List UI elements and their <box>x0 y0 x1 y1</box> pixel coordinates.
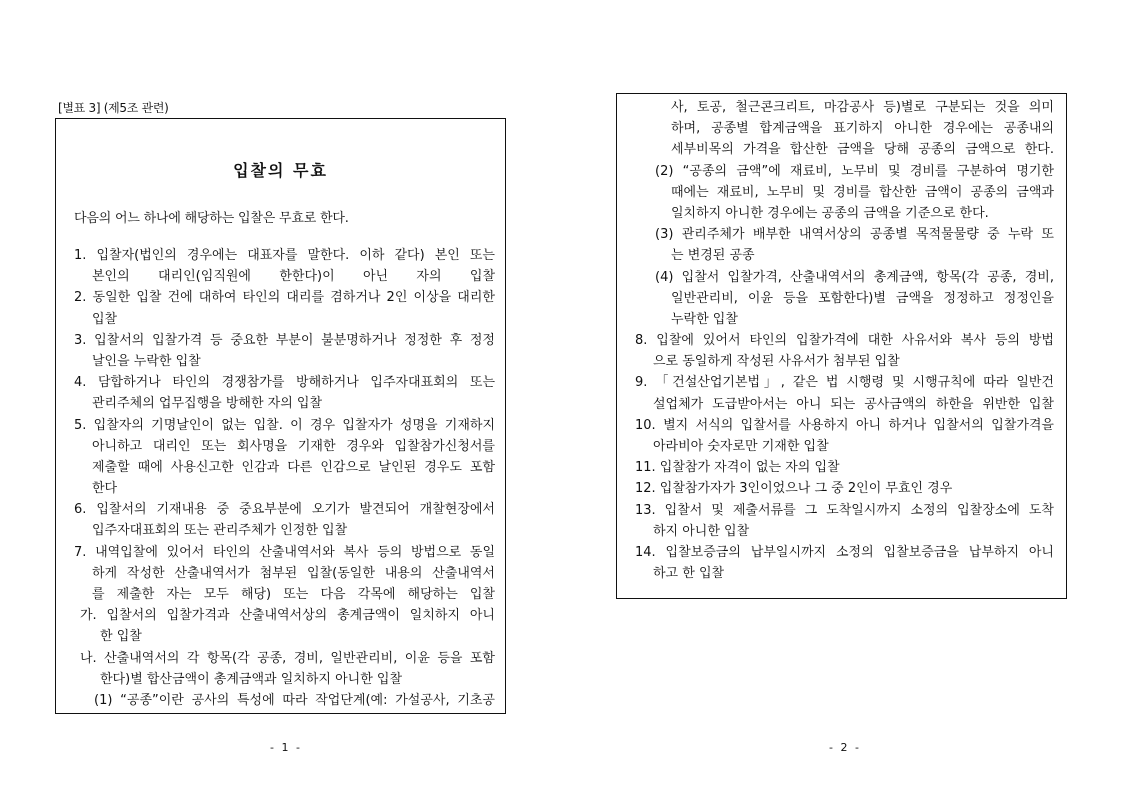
text-line <box>617 436 1066 457</box>
text-line-content: 를 제출한 자는 모두 해당) 또는 다음 각목에 해당하는 입찰 <box>92 587 495 602</box>
text-line <box>56 648 505 669</box>
text-line <box>56 457 505 478</box>
text-line <box>617 330 1066 351</box>
text-line <box>56 499 505 520</box>
page-number-2: - 2 - <box>829 741 861 754</box>
text-line <box>617 182 1066 203</box>
text-line <box>56 520 505 541</box>
text-line-content: 제출할 때에 사용신고한 인감과 다른 인감으로 날인된 경우도 포함 <box>92 459 495 475</box>
text-line <box>617 415 1066 436</box>
text-line-content: 으로 동일하게 작성된 사유서가 첨부된 입찰 <box>653 354 900 370</box>
text-line <box>56 415 505 436</box>
right-page-box <box>616 93 1067 599</box>
text-line <box>617 97 1066 118</box>
text-line <box>56 372 505 393</box>
text-line <box>617 500 1066 521</box>
text-line-content: (3) 관리주체가 배부한 내역서상의 공종별 목적물물량 중 누락 또 <box>655 227 1054 243</box>
text-line <box>617 521 1066 542</box>
text-line-content: 는 변경된 공종 <box>671 248 755 264</box>
text-line-content: 본인의 대리인(임직원에 한한다)이 아닌 자의 입찰 <box>92 269 495 285</box>
text-line-content: 한다 <box>92 481 118 497</box>
text-line-content: 6. 입찰서의 기재내용 중 중요부분에 오기가 발견되어 개찰현장에서 <box>74 502 495 518</box>
left-item-list <box>56 245 505 711</box>
text-line-content: 아라비아 숫자로만 기재한 입찰 <box>653 439 829 454</box>
text-line-content: 하지 아니한 입찰 <box>653 523 750 539</box>
text-line-content: 9. 「건설산업기본법」, 같은 법 시행령 및 시행규칙에 따라 일반건 <box>635 375 1054 391</box>
text-line-content: 5. 입찰자의 기명날인이 없는 입찰. 이 경우 입찰자가 성명을 기재하지 <box>74 417 495 433</box>
text-line <box>56 626 505 647</box>
table-caption: [별표 3] (제5조 관련) <box>58 101 169 115</box>
text-line <box>56 245 505 266</box>
document-title: 입찰의 무효 <box>233 161 328 180</box>
text-line-content: 입주자대표회의 또는 관리주체가 인정한 입찰 <box>92 523 348 539</box>
text-line-content: (1) “공종”이란 공사의 특성에 따라 작업단계(예: 가설공사, 기초공 <box>94 692 495 708</box>
text-line-content: 나. 산출내역서의 각 항목(각 공종, 경비, 일반관리비, 이윤 등을 포함 <box>80 650 495 666</box>
text-line-content: 때에는 재료비, 노무비 및 경비를 합산한 금액이 공종의 금액과 <box>671 184 1054 200</box>
text-line-content: 일치하지 아니한 경우에는 공종의 금액을 기준으로 한다. <box>671 205 989 221</box>
text-line <box>617 372 1066 393</box>
text-line-content: 설업체가 도급받아서는 아니 되는 공사금액의 하한을 위반한 입찰 <box>653 396 1054 412</box>
text-line-content: 일반관리비, 이윤 등을 포함한다)별 금액을 정정하고 정정인을 <box>671 290 1054 306</box>
text-line-content: 1. 입찰자(법인의 경우에는 대표자를 말한다. 이하 같다) 본인 또는 <box>74 248 495 263</box>
text-line-content: 가. 입찰서의 입찰가격과 산출내역서상의 총계금액이 일치하지 아니 <box>80 608 495 624</box>
text-line <box>56 669 505 690</box>
text-line-content: 한다)별 합산금액이 총계금액과 일치하지 아니한 입찰 <box>100 671 403 687</box>
text-line-content: 날인을 누락한 입찰 <box>92 353 201 369</box>
text-line <box>617 161 1066 182</box>
text-line <box>56 309 505 330</box>
text-line <box>56 690 505 711</box>
text-line <box>617 288 1066 309</box>
text-line <box>617 224 1066 245</box>
text-line <box>617 309 1066 330</box>
text-line-content: 7. 내역입찰에 있어서 타인의 산출내역서와 복사 등의 방법으로 동일 <box>74 544 495 560</box>
text-line-content: 세부비목의 가격을 합산한 금액을 당해 공종의 금액으로 한다. <box>671 142 1054 158</box>
text-line <box>56 266 505 287</box>
text-line <box>617 139 1066 160</box>
text-line <box>617 245 1066 266</box>
text-line-content: 아니하고 대리인 또는 회사명을 기재한 경우와 입찰참가신청서를 <box>92 438 495 454</box>
text-line <box>617 478 1066 499</box>
text-line-content: 입찰 <box>92 311 118 327</box>
text-line-content: 14. 입찰보증금의 납부일시까지 소정의 입찰보증금을 납부하지 아니 <box>635 544 1054 560</box>
text-line-content: 한 입찰 <box>100 629 142 645</box>
text-line <box>56 436 505 457</box>
text-line-content: 하고 한 입찰 <box>653 566 725 582</box>
text-line-content: 하며, 공종별 합계금액을 표기하지 아니한 경우에는 공종내의 <box>671 121 1054 137</box>
text-line <box>617 203 1066 224</box>
text-line <box>617 118 1066 139</box>
intro-text: 다음의 어느 하나에 해당하는 입찰은 무효로 한다. <box>74 211 349 226</box>
text-line-content: 3. 입찰서의 입찰가격 등 중요한 부분이 불분명하거나 정정한 후 정정 <box>74 332 495 348</box>
text-line <box>56 287 505 308</box>
text-line <box>56 563 505 584</box>
text-line-content: (4) 입찰서 입찰가격, 산출내역서의 총계금액, 항목(각 공종, 경비, <box>655 269 1054 285</box>
text-line-content: 13. 입찰서 및 제출서류를 그 도착일시까지 소정의 입찰장소에 도착 <box>635 502 1054 518</box>
text-line-content: (2) “공종의 금액”에 재료비, 노무비 및 경비를 구분하여 명기한 <box>655 163 1054 179</box>
text-line <box>617 542 1066 563</box>
text-line-content: 11. 입찰참가 자격이 없는 자의 입찰 <box>635 460 840 476</box>
text-line-content: 관리주체의 업무집행을 방해한 자의 입찰 <box>92 396 323 412</box>
text-line <box>56 351 505 372</box>
text-line <box>617 394 1066 415</box>
text-line <box>56 605 505 626</box>
text-line-content: 2. 동일한 입찰 건에 대하여 타인의 대리를 겸하거나 2인 이상을 대리한 <box>74 290 495 306</box>
text-line-content: 10. 별지 서식의 입찰서를 사용하지 아니 하거나 입찰서의 입찰가격을 <box>635 417 1054 433</box>
text-line <box>56 584 505 605</box>
text-line-content: 8. 입찰에 있어서 타인의 입찰가격에 대한 사유서와 복사 등의 방법 <box>635 333 1054 349</box>
text-line <box>56 330 505 351</box>
text-line <box>56 542 505 563</box>
text-line-content: 하게 작성한 산출내역서가 첨부된 입찰(동일한 내용의 산출내역서 <box>92 565 495 581</box>
text-line <box>617 457 1066 478</box>
text-line-content: 사, 토공, 철근콘크리트, 마감공사 등)별로 구분되는 것을 의미 <box>671 100 1054 115</box>
left-page-box <box>55 118 506 714</box>
text-line-content: 누락한 입찰 <box>671 311 738 327</box>
text-line <box>56 478 505 499</box>
text-line <box>56 393 505 414</box>
text-line-content: 4. 담합하거나 타인의 경쟁참가를 방해하거나 입주자대표회의 또는 <box>74 375 495 391</box>
page-number-1: - 1 - <box>270 741 302 754</box>
text-line <box>617 563 1066 584</box>
right-item-list <box>617 97 1066 584</box>
text-line-content: 12. 입찰참가자가 3인이었으나 그 중 2인이 무효인 경우 <box>635 481 953 497</box>
text-line <box>617 351 1066 372</box>
text-line <box>617 267 1066 288</box>
